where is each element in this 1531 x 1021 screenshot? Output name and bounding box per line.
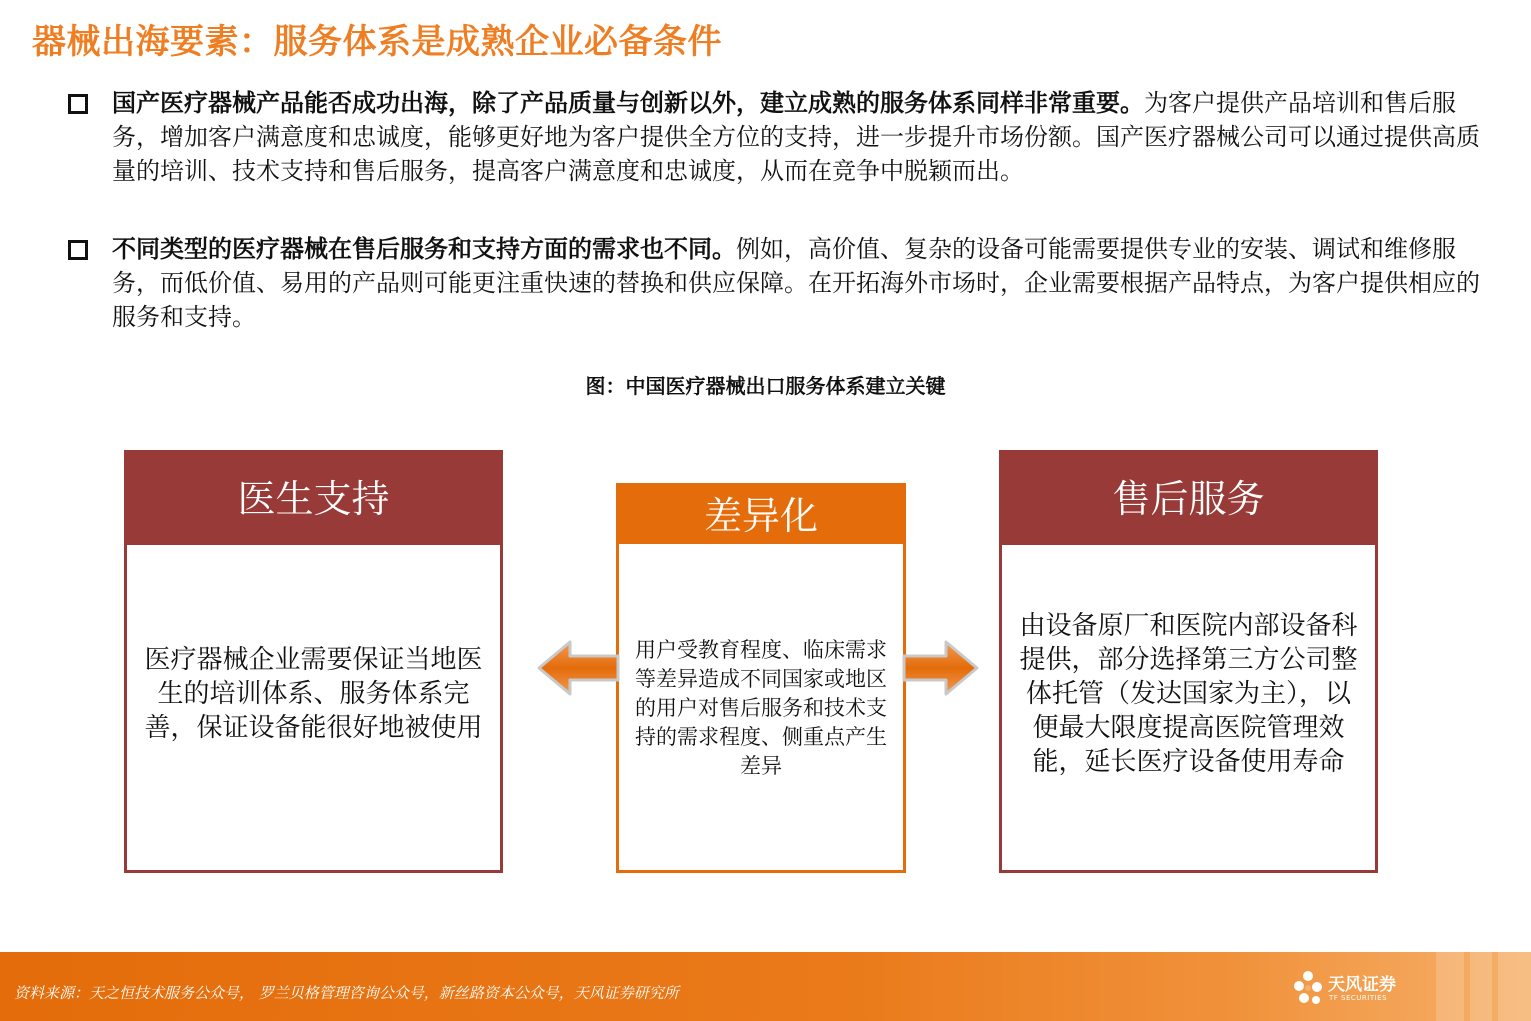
footer-bar <box>0 952 1531 1021</box>
card-after-sales-body: 由设备原厂和医院内部设备科提供，部分选择第三方公司整体托管（发达国家为主），以便最大限度提高医院管理效能，延长医疗设备使用寿命 <box>1019 611 1358 777</box>
bullet-item-2 <box>68 232 1488 334</box>
arrow-right-icon <box>902 638 980 698</box>
page-title: 器械出海要素：服务体系是成熟企业必备条件 <box>32 22 722 62</box>
bullet-1-rest: 为客户提供产品培训和售后服务，增加客户满意度和忠诚度，能够更好地为客户提供全方位的支持，进一步提升市场份额。国产医疗器械公司可以通过提供高质量的培训、技术支持和售后服务，提高客户满意度和忠诚度，从而在竞争中脱颖而出。 <box>112 89 1480 185</box>
footer-decoration <box>1498 952 1531 1021</box>
card-doctor-support-heading: 医生支持 <box>127 453 500 545</box>
card-after-sales-heading: 售后服务 <box>1002 453 1375 545</box>
card-differentiation-heading: 差异化 <box>619 486 903 544</box>
logo-text-cn: 天风证券 <box>1328 975 1396 995</box>
card-doctor-support <box>124 450 503 873</box>
bullet-1-bold: 国产医疗器械产品能否成功出海，除了产品质量与创新以外，建立成熟的服务体系同样非常重要。 <box>112 89 1144 117</box>
bullet-item-1 <box>68 86 1488 188</box>
footer-decoration <box>1470 952 1492 1021</box>
card-differentiation <box>616 483 906 873</box>
footer-decoration <box>1436 952 1464 1021</box>
logo-text-en: TF SECURITIES <box>1329 994 1388 1002</box>
card-after-sales <box>999 450 1378 873</box>
figure-caption: 图：中国医疗器械出口服务体系建立关键 <box>585 374 946 398</box>
arrow-left-icon <box>536 638 620 698</box>
source-note: 资料来源：天之恒技术服务公众号， 罗兰贝格管理咨询公众号，新丝路资本公众号，天风证券研究所 <box>14 984 679 1002</box>
square-bullet-icon <box>68 94 88 114</box>
card-doctor-support-body: 医疗器械企业需要保证当地医生的培训体系、服务体系完善，保证设备能很好地被使用 <box>144 645 483 743</box>
square-bullet-icon <box>68 240 88 260</box>
bullet-2-rest: 例如，高价值、复杂的设备可能需要提供专业的安装、调试和维修服务，而低价值、易用的产品则可能更注重快速的替换和供应保障。在开拓海外市场时，企业需要根据产品特点，为客户提供相应的服务和支持。 <box>112 235 1480 331</box>
bullet-text-2 <box>112 232 1488 334</box>
bullet-2-bold: 不同类型的医疗器械在售后服务和支持方面的需求也不同。 <box>112 235 736 263</box>
card-differentiation-body: 用户受教育程度、临床需求等差异造成不同国家或地区的用户对售后服务和技术支持的需求程度、侧重点产生差异 <box>635 638 887 778</box>
bullet-text-1 <box>112 86 1488 188</box>
